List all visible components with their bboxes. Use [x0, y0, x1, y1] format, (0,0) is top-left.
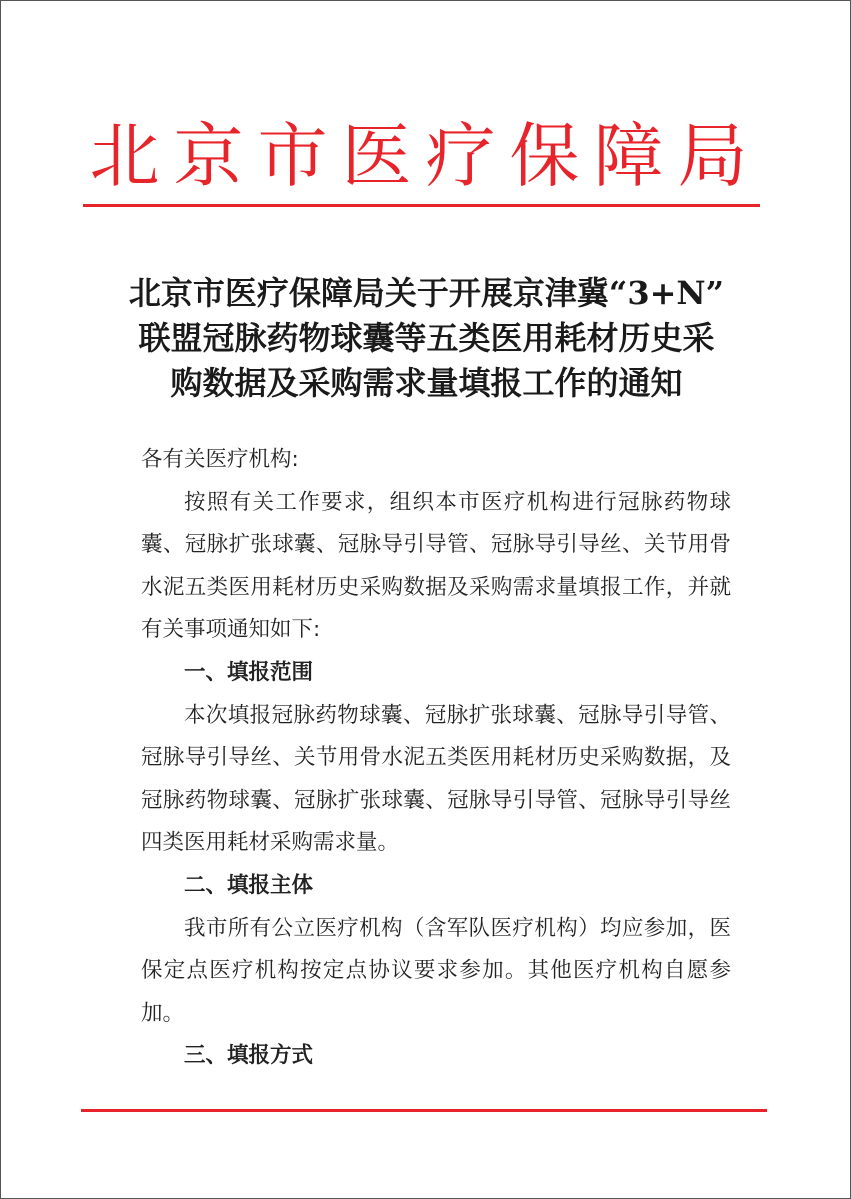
notice-body [141, 439, 731, 1078]
salutation: 各有关医疗机构: [141, 447, 299, 472]
masthead-title: 北京市医疗保障局 [89, 115, 762, 197]
masthead-red-rule [83, 204, 760, 207]
intro-paragraph: 按照有关工作要求，组织本市医疗机构进行冠脉药物球囊、冠脉扩张球囊、冠脉导引导管、冠脉导引导丝、关节用骨水泥五类医用耗材历史采购数据及采购需求量填报工作，并就有关事项通知如下: [141, 489, 731, 643]
section-2-heading: 二、填报主体 [184, 872, 314, 898]
title-line-3: 购数据及采购需求量填报工作的通知 [170, 364, 683, 402]
footer-red-rule [81, 1109, 767, 1112]
notice-title [71, 271, 782, 406]
section-2-paragraph: 我市所有公立医疗机构（含军队医疗机构）均应参加，医保定点医疗机构按定点协议要求参加。其他医疗机构自愿参加。 [141, 915, 731, 1026]
section-3-heading: 三、填报方式 [184, 1043, 314, 1069]
title-line-1: 北京市医疗保障局关于开展京津冀“3+N” [128, 274, 725, 312]
section-1-heading: 一、填报范围 [184, 659, 314, 685]
title-line-2: 联盟冠脉药物球囊等五类医用耗材历史采 [138, 319, 715, 357]
section-1-paragraph: 本次填报冠脉药物球囊、冠脉扩张球囊、冠脉导引导管、冠脉导引导丝、关节用骨水泥五类医用耗材历史采购数据，及冠脉药物球囊、冠脉扩张球囊、冠脉导引导管、冠脉导引导丝四类医用耗材采购需求量。 [141, 702, 731, 856]
